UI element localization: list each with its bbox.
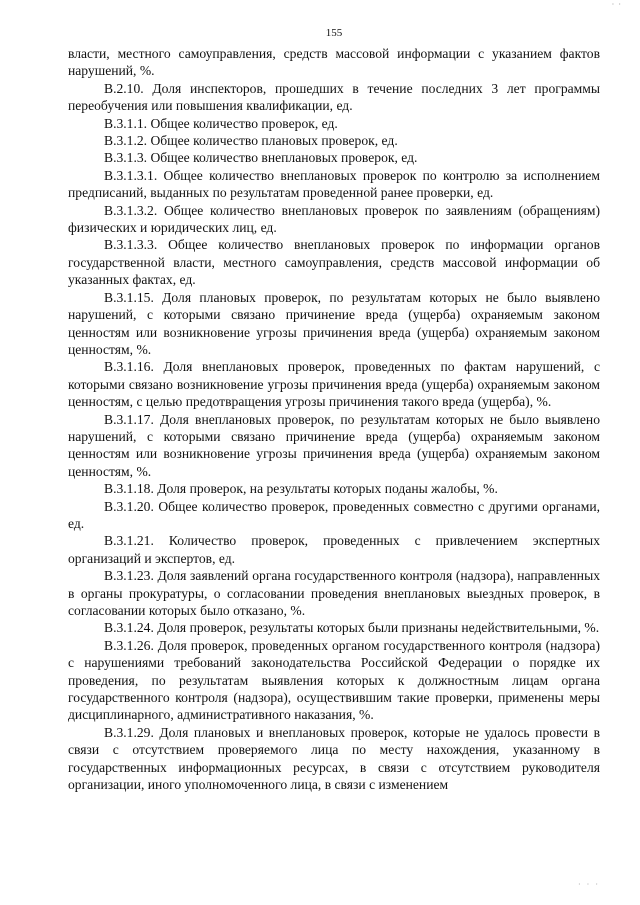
paragraph: В.2.10. Доля инспекторов, прошедших в течение последних 3 лет программы переобучения или повышения квалификации, ед.	[68, 80, 600, 114]
paragraph: В.3.1.26. Доля проверок, проведенных органом государственного контроля (надзора) с нарушениями требований законодательства Российской Федерации о порядке их проведения, по результатам выявления которых к должностным лицам органа государственного контроля (надзора), осуществившим такие проверки, применены меры дисциплинарного, административного наказания, %.	[68, 637, 600, 723]
paragraph: власти, местного самоуправления, средств массовой информации с указанием фактов нарушений, %.	[68, 46, 600, 79]
paragraph: В.3.1.3.3. Общее количество внеплановых проверок по информации органов государственной власти, местного самоуправления, средств массовой информации об указанных фактах, ед.	[68, 237, 600, 288]
paragraph: В.3.1.24. Доля проверок, результаты которых были признаны недействительными, %.	[104, 620, 600, 636]
paragraph: В.3.1.3.1. Общее количество внеплановых проверок по контролю за исполнением предписаний, выданных по результатам проведенной ранее проверки, ед.	[68, 167, 600, 201]
paragraph: В.3.1.17. Доля внеплановых проверок, по результатам которых не было выявлено нарушений, с которыми связано причинение вреда (ущерба) охраняемым законом ценностям или возникновение угрозы причинения вреда (ущерба) охраняемым законом ценностям, %.	[68, 411, 600, 479]
paragraph: В.3.1.29. Доля плановых и внеплановых проверок, которые не удалось провести в связи с отсутствием проверяемого лица по месту нахождения, указанному в государственных информационных ресурсах, в связи с отсутствием руководителя организации, иного уполномоченного лица, в связи с изменением	[68, 724, 600, 793]
paragraph: В.3.1.21. Количество проверок, проведенных с привлечением экспертных организаций и экспертов, ед.	[68, 533, 600, 566]
paragraph: В.3.1.16. Доля внеплановых проверок, проведенных по фактам нарушений, с которыми связано возникновение угрозы причинения вреда (ущерба) охраняемым законом ценностям, с целью предотвращения угрозы причинения такого вреда (ущерба), %.	[68, 359, 600, 410]
paragraph: В.3.1.3.2. Общее количество внеплановых проверок по заявлениям (обращениям) физических и юридических лиц, ед.	[68, 202, 600, 236]
paragraph: В.3.1.18. Доля проверок, на результаты которых поданы жалобы, %.	[104, 481, 498, 497]
paragraph: В.3.1.2. Общее количество плановых проверок, ед.	[104, 133, 398, 149]
paragraph: В.3.1.15. Доля плановых проверок, по результатам которых не было выявлено нарушений, с которыми связано причинение вреда (ущерба) охраняемым законом ценностям или возникновение угрозы причинения вреда (ущерба) охраняемым законом ценностям, %.	[68, 289, 600, 357]
document-page	[68, 26, 600, 793]
document-body	[68, 45, 600, 793]
paragraph: В.3.1.23. Доля заявлений органа государственного контроля (надзора), направленных в органы прокуратуры, о согласовании проведения внеплановых выездных проверок, в согласовании которых было отказано, %.	[68, 568, 600, 618]
paragraph: В.3.1.3. Общее количество внеплановых проверок, ед.	[104, 150, 418, 166]
scan-corner-mark-top: · ·	[611, 0, 622, 9]
paragraph: В.3.1.20. Общее количество проверок, проведенных совместно с другими органами, ед.	[68, 498, 600, 531]
scan-corner-mark-bottom: · · ·	[578, 880, 600, 889]
page-number: 155	[325, 27, 343, 39]
paragraph: В.3.1.1. Общее количество проверок, ед.	[104, 115, 338, 131]
